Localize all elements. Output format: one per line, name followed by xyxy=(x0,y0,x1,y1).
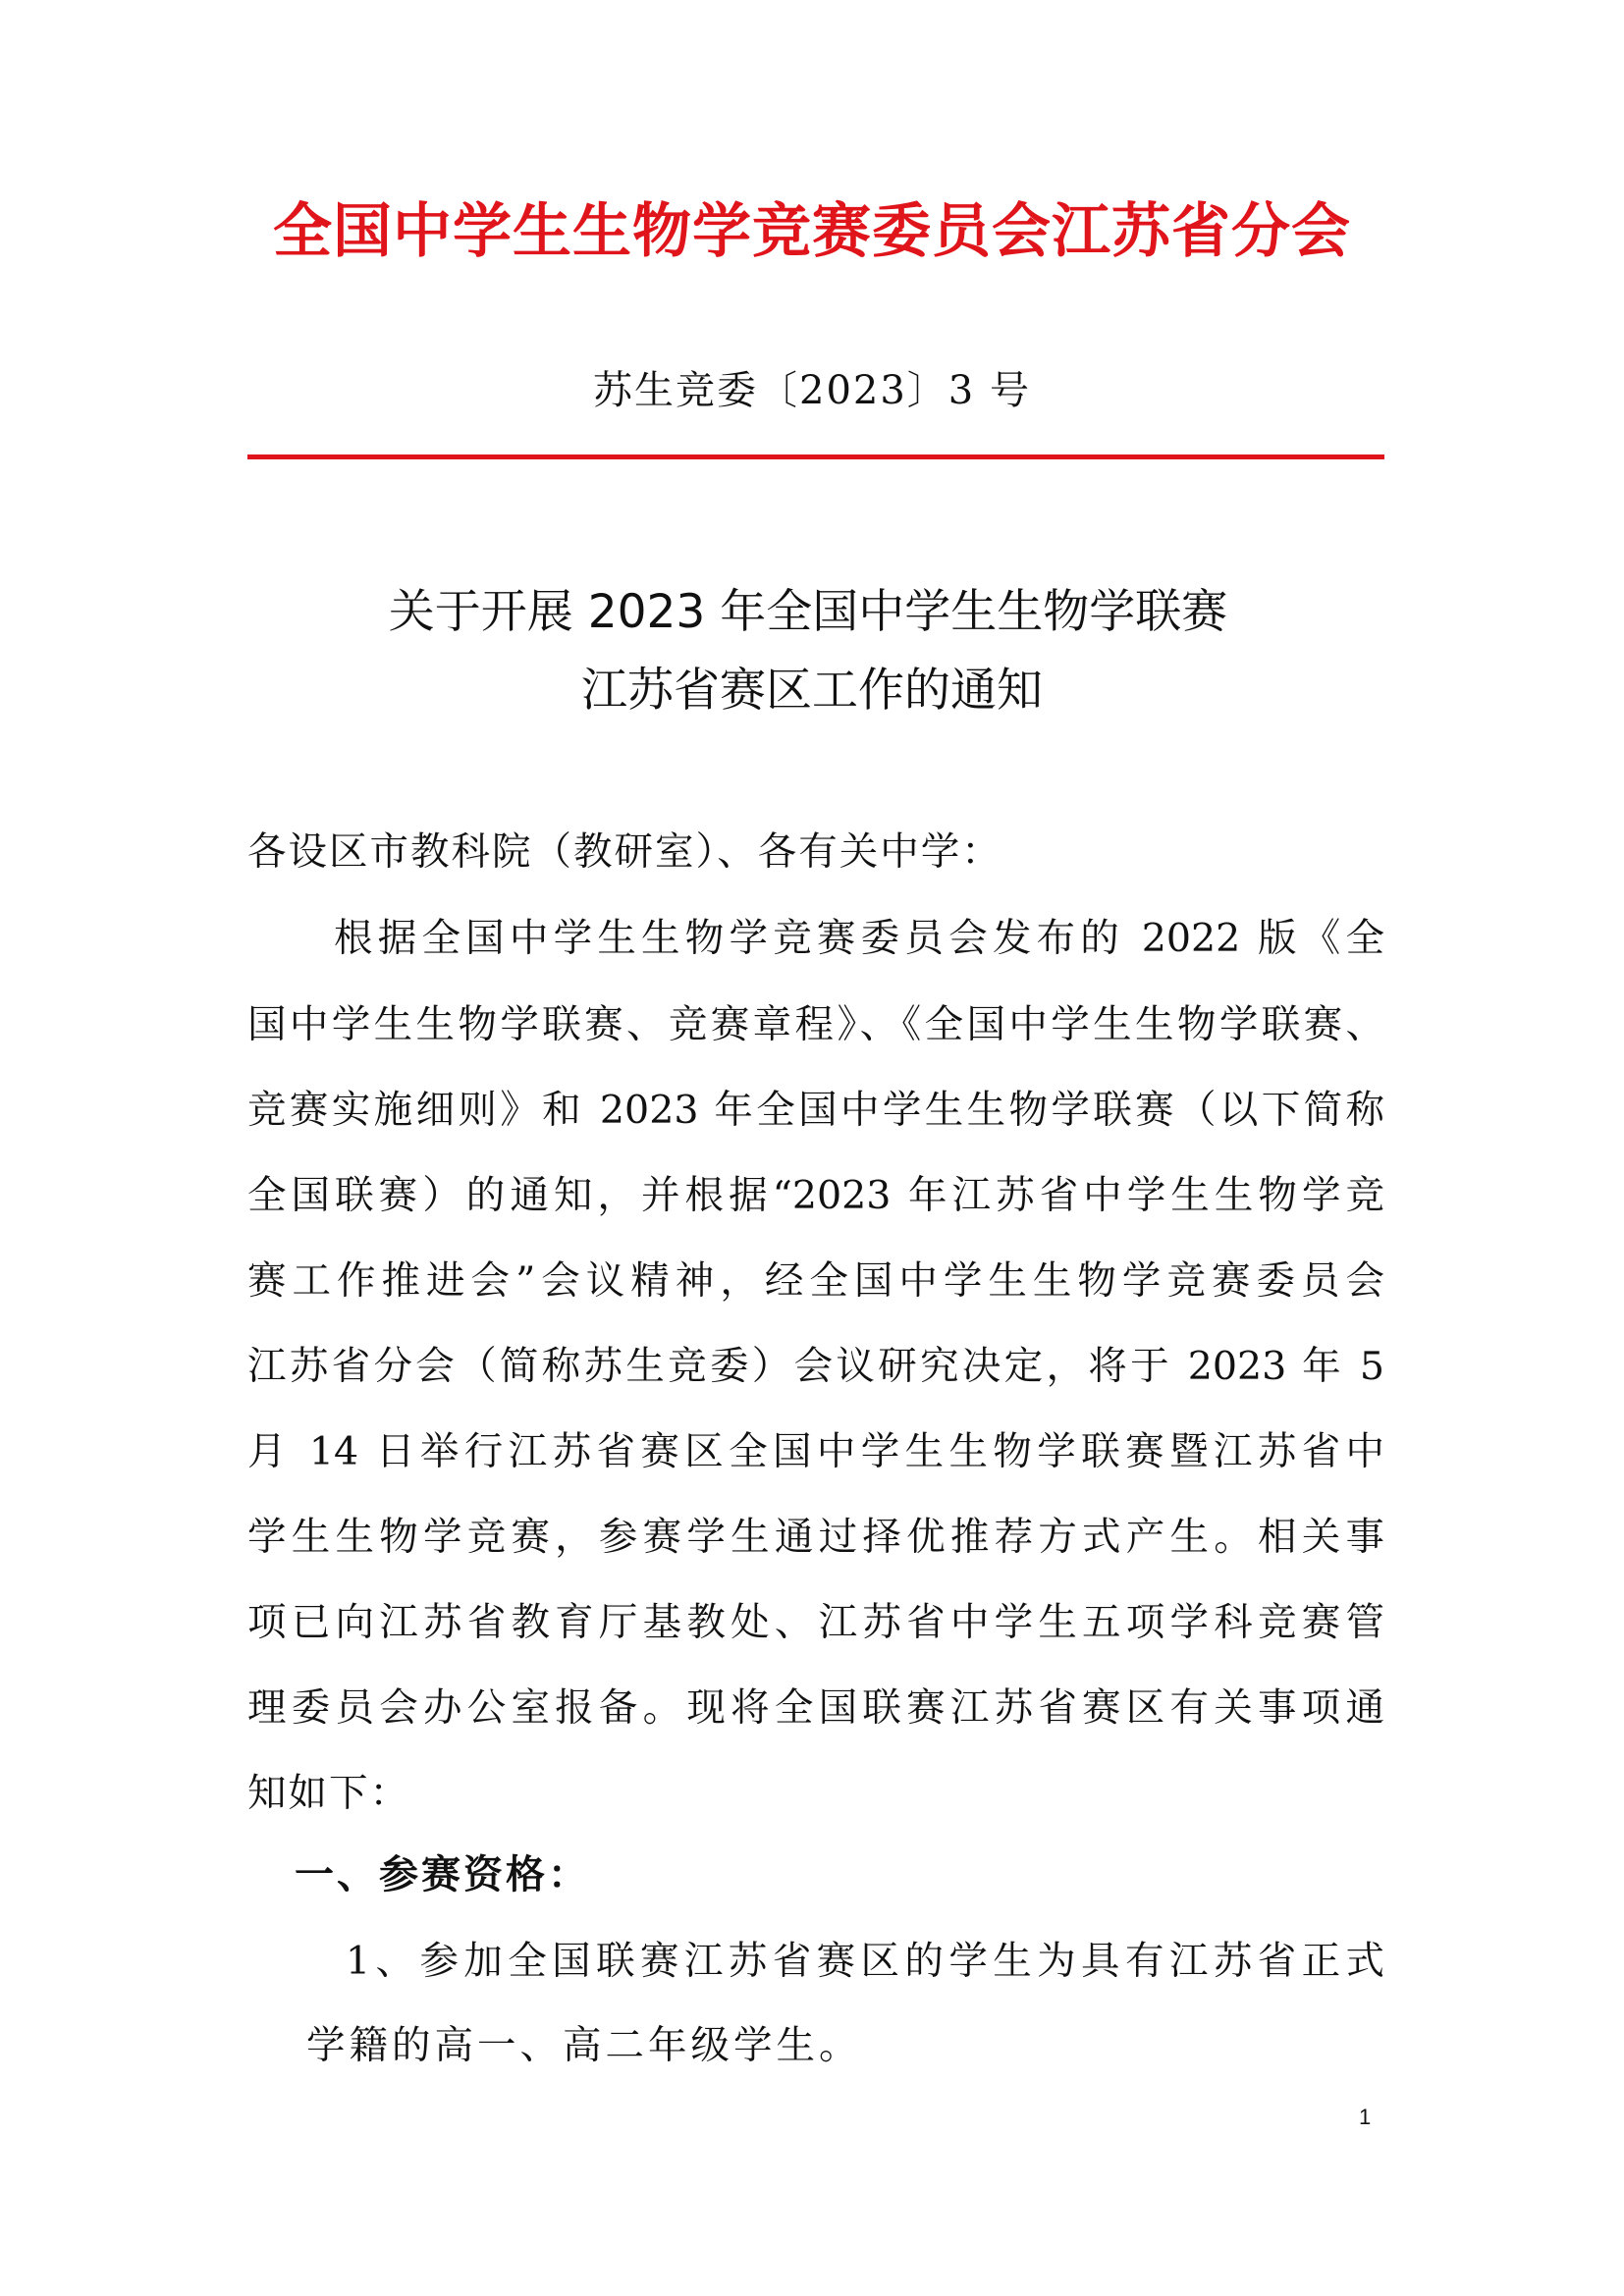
notice-title-line-2: 江苏省赛区工作的通知 xyxy=(581,664,1043,718)
body-line: 江苏省分会（简称苏生竞委）会议研究决定，将于 2023 年 5 xyxy=(247,1344,1384,1389)
notice-title-line-1: 关于开展 2023 年全国中学生生物学联赛 xyxy=(388,585,1228,639)
page-number: 1 xyxy=(1359,2105,1372,2129)
body-line: 项已向江苏省教育厅基教处、江苏省中学生五项学科竞赛管 xyxy=(247,1600,1384,1645)
org-title: 全国中学生生物学竞赛委员会江苏省分会 xyxy=(273,197,1351,266)
body-line: 赛工作推进会”会议精神，经全国中学生生物学竞赛委员会 xyxy=(247,1258,1384,1304)
body-line: 月 14 日举行江苏省赛区全国中学生生物学联赛暨江苏省中 xyxy=(247,1429,1384,1474)
doc-number: 苏生竞委〔2023〕3 号 xyxy=(593,368,1031,413)
body-line: 理委员会办公室报备。现将全国联赛江苏省赛区有关事项通 xyxy=(247,1685,1384,1731)
body-line: 全国联赛）的通知，并根据“2023 年江苏省中学生生物学竞 xyxy=(247,1173,1384,1218)
list-item-line: 1、参加全国联赛江苏省赛区的学生为具有江苏省正式 xyxy=(346,1939,1384,1984)
body-line: 竞赛实施细则》和 2023 年全国中学生生物学联赛（以下简称 xyxy=(247,1088,1384,1133)
body-line: 国中学生生物学联赛、竞赛章程》、《全国中学生生物学联赛、 xyxy=(247,1002,1384,1047)
salutation: 各设区市教科院（教研室）、各有关中学： xyxy=(247,829,1002,875)
list-item-line: 学籍的高一、高二年级学生。 xyxy=(306,2023,862,2068)
body-line: 根据全国中学生生物学竞赛委员会发布的 2022 版《全 xyxy=(334,916,1384,961)
body-line: 知如下： xyxy=(247,1771,410,1816)
section-heading: 一、参赛资格： xyxy=(295,1852,590,1897)
body-line: 学生生物学竞赛，参赛学生通过择优推荐方式产生。相关事 xyxy=(247,1515,1384,1560)
red-divider-rule xyxy=(247,454,1384,459)
